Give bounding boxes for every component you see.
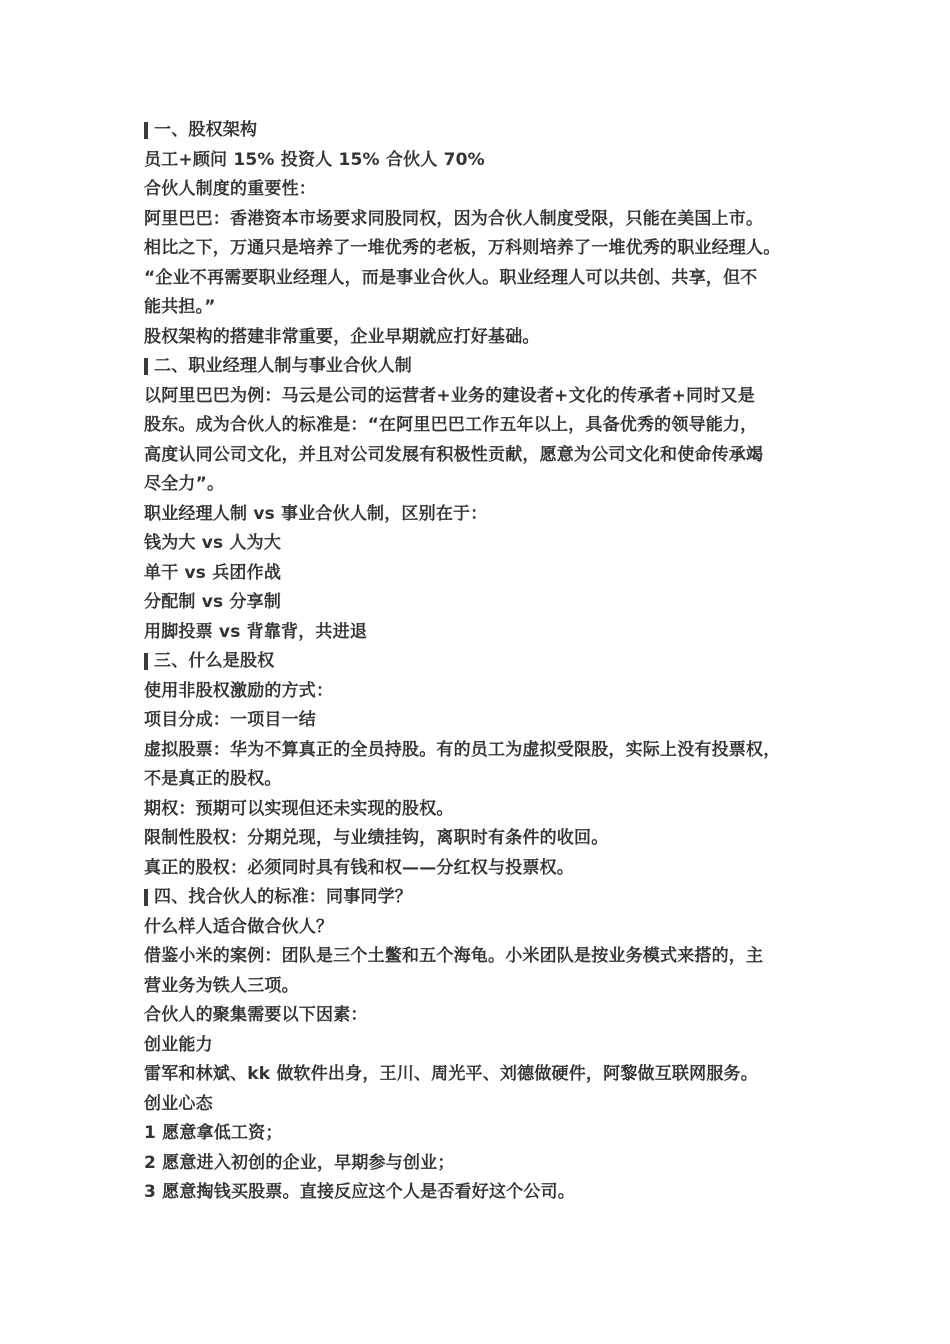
paragraph-line: 2 愿意进入初创的企业，早期参与创业； xyxy=(144,1152,455,1173)
paragraph-line: 借鉴小米的案例：团队是三个土鳖和五个海龟。小米团队是按业务模式来搭的，主 xyxy=(144,946,764,966)
paragraph-line: 股权架构的搭建非常重要，企业早期就应打好基础。 xyxy=(144,326,540,347)
paragraph-line: 单干 vs 兵团作战 xyxy=(144,562,282,583)
paragraph-line: 3 愿意掏钱买股票。直接反应这个人是否看好这个公司。 xyxy=(144,1182,575,1202)
paragraph-line: 真正的股权：必须同时具有钱和权——分红权与投票权。 xyxy=(144,857,574,878)
paragraph-line: 相比之下，万通只是培养了一堆优秀的老板，万科则培养了一堆优秀的职业经理人。 xyxy=(144,238,781,258)
paragraph-line: 钱为大 vs 人为大 xyxy=(144,533,282,553)
paragraph-line: 1 愿意拿低工资； xyxy=(144,1123,283,1143)
paragraph-line: 营业务为铁人三项。 xyxy=(144,975,299,996)
document-body xyxy=(144,116,824,1208)
paragraph-line: 合伙人的聚集需要以下因素： xyxy=(144,1005,368,1025)
section-heading xyxy=(144,352,824,382)
paragraph-line: 尽全力”。 xyxy=(144,474,225,494)
paragraph-line: 合伙人制度的重要性： xyxy=(144,179,316,199)
paragraph-line: 什么样人适合做合伙人？ xyxy=(144,916,334,937)
heading-bar-icon xyxy=(144,653,148,670)
paragraph-line: 阿里巴巴：香港资本市场要求同股同权，因为合伙人制度受限，只能在美国上市。 xyxy=(144,208,764,229)
section-heading xyxy=(144,116,824,146)
paragraph-line: 期权：预期可以实现但还未实现的股权。 xyxy=(144,798,454,819)
heading-text: 一、股权架构 xyxy=(154,120,258,140)
paragraph-line: 创业心态 xyxy=(144,1093,213,1114)
paragraph-line: 用脚投票 vs 背靠背，共进退 xyxy=(144,621,368,642)
section-heading xyxy=(144,883,824,913)
paragraph-line: 限制性股权：分期兑现，与业绩挂钩，离职时有条件的收回。 xyxy=(144,828,609,848)
paragraph-line: 不是真正的股权。 xyxy=(144,769,282,789)
paragraph-line: 员工+顾问 15% 投资人 15% 合伙人 70% xyxy=(144,149,485,170)
heading-text: 二、职业经理人制与事业合伙人制 xyxy=(154,356,412,376)
paragraph-line: 虚拟股票：华为不算真正的全员持股。有的员工为虚拟受限股，实际上没有投票权， xyxy=(144,739,781,760)
paragraph-line: “企业不再需要职业经理人，而是事业合伙人。职业经理人可以共创、共享，但不 xyxy=(144,267,758,288)
paragraph-line: 职业经理人制 vs 事业合伙人制，区别在于： xyxy=(144,503,488,524)
heading-text: 三、什么是股权 xyxy=(154,651,275,671)
paragraph-line: 分配制 vs 分享制 xyxy=(144,592,282,612)
paragraph-line: 项目分成：一项目一结 xyxy=(144,710,316,730)
paragraph-line: 股东。成为合伙人的标准是：“在阿里巴巴工作五年以上，具备优秀的领导能力， xyxy=(144,415,758,435)
heading-bar-icon xyxy=(144,358,148,375)
paragraph-line: 创业能力 xyxy=(144,1034,213,1055)
section-heading xyxy=(144,647,824,677)
paragraph-line: 使用非股权激励的方式： xyxy=(144,680,334,701)
heading-text: 四、找合伙人的标准：同事同学？ xyxy=(154,887,412,907)
heading-bar-icon xyxy=(144,889,148,906)
paragraph-line: 高度认同公司文化，并且对公司发展有积极性贡献，愿意为公司文化和使命传承竭 xyxy=(144,444,764,465)
heading-bar-icon xyxy=(144,122,148,139)
paragraph-line: 雷军和林斌、kk 做软件出身，王川、周光平、刘德做硬件，阿黎做互联网服务。 xyxy=(144,1064,758,1084)
paragraph-line: 能共担。” xyxy=(144,297,216,317)
paragraph-line: 以阿里巴巴为例：马云是公司的运营者+业务的建设者+文化的传承者+同时又是 xyxy=(144,385,755,406)
